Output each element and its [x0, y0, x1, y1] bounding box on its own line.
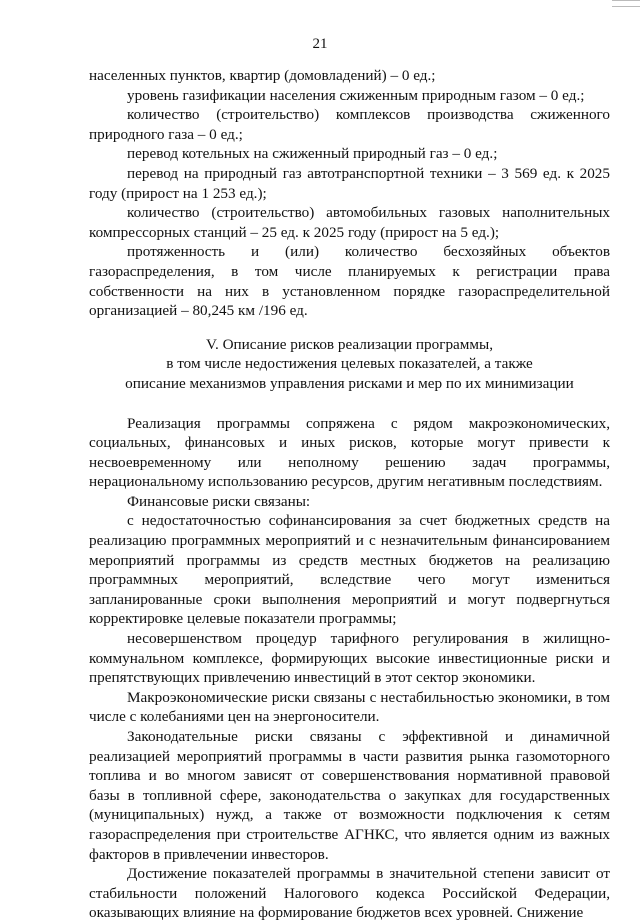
- paragraph: Реализация программы сопряжена с рядом макроэкономических, социальных, финансовых и иных рисков, которые могут привести к несвоевременному или неполному решению задач программы, нерациональному использованию ресурсов, другим негативным последствиям.: [89, 414, 610, 491]
- list-item: перевод котельных на сжиженный природный газ – 0 ед.;: [127, 145, 498, 163]
- section-heading-line: V. Описание рисков реализации программы,: [205, 335, 494, 353]
- paragraph: Макроэкономические риски связаны с нестабильностью экономики, в том числе с колебаниями цен на энергоносители.: [89, 688, 610, 726]
- paragraph: Финансовые риски связаны:: [127, 492, 311, 510]
- list-item: протяженность и (или) количество бесхозяйных объектов газораспределения, в том числе планируемых к регистрации права собственности на них в установленном порядке газораспределительной организацией – 80,245 км /196 ед.: [89, 243, 610, 320]
- list-item: перевод на природный газ автотранспортной техники – 3 569 ед. к 2025 году (прирост на 1 253 ед.);: [89, 164, 610, 202]
- list-item: населенных пунктов, квартир (домовладений) – 0 ед.;: [89, 67, 436, 84]
- paragraph: Достижение показателей программы в значительной степени зависит от стабильности положений Налогового кодекса Российской Федерации, оказывающих влияние на формирование бюджетов всех уровней. Снижение: [89, 865, 610, 922]
- scan-corner-mark: [612, 0, 640, 7]
- page-number: 21: [312, 36, 328, 52]
- section-heading-line: в том числе недостижения целевых показателей, а также: [166, 355, 533, 373]
- section-heading: [89, 335, 610, 394]
- paragraph: Законодательные риски связаны с эффективной и динамичной реализацией мероприятий программы в части развития рынка газомоторного топлива и во многом зависят от совершенствования нормативной правовой базы в топливной сфере, законодательства о закупках для государственных (муниципальных) нужд, а также от возможности подключения к сетям газораспределения при строительстве АГНКС, что является одним из важных факторов в привлечении инвесторов.: [89, 728, 610, 863]
- list-item: количество (строительство) автомобильных газовых наполнительных компрессорных станций – 25 ед. к 2025 году (прирост на 5 ед.);: [89, 204, 610, 241]
- paragraph: с недостаточностью софинансирования за счет бюджетных средств на реализацию программных мероприятий и с незначительным финансированием мероприятий программы из средств местных бюджетов на реализацию программных мероприятий, вследствие чего могут измениться запланированные сроки выполнения мероприятий и могут подвергнуться корректировке целевые показатели программы;: [89, 512, 610, 628]
- paragraph: несовершенством процедур тарифного регулирования в жилищно-коммунальном комплексе, формирующих высокие инвестиционные риски и препятствующих привлечению инвестиций в этот сектор экономики.: [89, 630, 610, 687]
- section-heading-line: описание механизмов управления рисками и мер по их минимизации: [125, 374, 574, 392]
- list-item: уровень газификации населения сжиженным природным газом – 0 ед.;: [127, 86, 585, 104]
- list-item: количество (строительство) комплексов производства сжиженного природного газа – 0 ед.;: [89, 106, 610, 143]
- document-body: [89, 66, 610, 923]
